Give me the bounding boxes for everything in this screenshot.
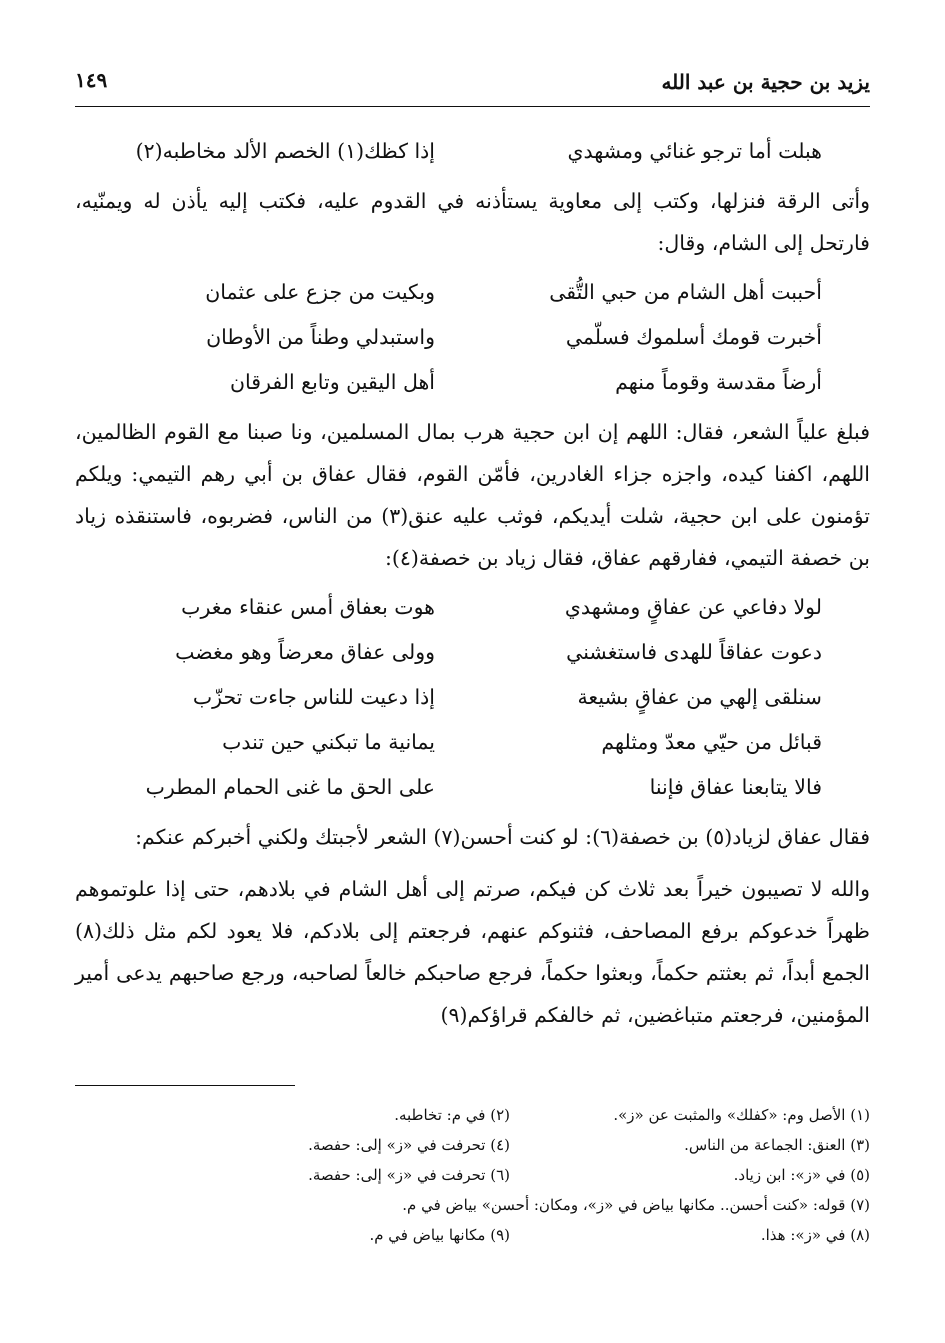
verse-hemistich-first: أحببت أهل الشام من حبي التُّقى [549, 280, 822, 304]
verse-hemistich-second: وولى عفاق معرضاً وهو مغضب [175, 640, 435, 664]
verse-hemistich-second: إذا دعيت للناس جاءت تحزّب [192, 685, 435, 709]
verse-line [75, 315, 870, 360]
running-title: يزيد بن حجية بن عبد الله [661, 70, 870, 94]
verse-hemistich-first: أخبرت قومك أسلموك فسلّمي [565, 325, 822, 349]
footnote: (٩) مكانها بياض في م. [369, 1226, 510, 1244]
verse-hemistich-second: على الحق ما غنى الحمام المطرب [145, 775, 435, 799]
verse-block-3 [75, 585, 870, 810]
verse-line [75, 720, 870, 765]
footnote-row [75, 1220, 870, 1250]
verse-hemistich-first: فالا يتابعنا عفاق فإننا [649, 775, 822, 799]
verse-line [75, 675, 870, 720]
verse-line [75, 360, 870, 405]
footnote: (٦) تحرفت في «ز» إلى: حفصة. [308, 1166, 510, 1184]
verse-line [75, 129, 870, 174]
footnote-row [75, 1100, 870, 1130]
paragraph: وأتى الرقة فنزلها، وكتب إلى معاوية يستأذنه في القدوم عليه، فكتب إليه يأذن له ويمنّيه، فارتحل إلى الشام، وقال: [75, 189, 870, 255]
verse-line [75, 270, 870, 315]
verse-line [75, 630, 870, 675]
verse-hemistich-second: هوت بعفاق أمس عنقاء مغرب [181, 595, 435, 619]
footnotes [75, 1100, 870, 1250]
verse-hemistich-first: قبائل من حيّي معدّ ومثلهم [601, 730, 822, 754]
page [75, 60, 870, 1036]
page-header [75, 60, 870, 107]
main-text [75, 129, 870, 1036]
verse-hemistich-second: إذا كظك(١) الخصم الألد مخاطبه(٢) [135, 139, 435, 163]
footnote-row [75, 1190, 870, 1220]
footnote: (٥) في «ز»: ابن زياد. [733, 1166, 870, 1184]
footnote: (٢) في م: تخاطبه. [394, 1106, 510, 1124]
verse-hemistich-second: وبكيت من جزع على عثمان [205, 280, 435, 304]
paragraph: فقال عفاق لزياد(٥) بن خصفة(٦): لو كنت أحسن(٧) الشعر لأجبتك ولكني أخبركم عنكم: [135, 825, 870, 849]
verse-hemistich-second: واستبدلي وطناً من الأوطان [206, 325, 435, 349]
footnote-row [75, 1130, 870, 1160]
footnote: (٣) العنق: الجماعة من الناس. [684, 1136, 870, 1154]
verse-hemistich-second: يمانية ما تبكني حين تندب [222, 730, 435, 754]
footnote: (١) الأصل وم: «كفلك» والمثبت عن «ز». [613, 1106, 870, 1124]
verse-hemistich-second: أهل اليقين وتابع الفرقان [229, 370, 435, 394]
verse-line [75, 765, 870, 810]
footnote-separator [75, 1085, 295, 1086]
paragraph: فبلغ علياً الشعر، فقال: اللهم إن ابن حجية هرب بمال المسلمين، ونا صبنا مع القوم الظالمين، اللهم، اكفنا كيده، واجزه جزاء الغادرين، فأمّن القوم، فقال عفاق بن أبي رهم التيمي: ويلكم تؤمنون على ابن حجية، شلت أيديكم، فوثب عليه عنق(٣) من الناس، فضربوه، فاستنقذه زياد بن خصفة التيمي، ففارقهم عفاق، فقال زياد بن خصفة(٤): [75, 420, 870, 570]
verse-hemistich-first: لولا دفاعي عن عفاقٍ ومشهدي [564, 595, 822, 619]
verse-line [75, 585, 870, 630]
verse-hemistich-first: سنلقى إلهي من عفاقٍ بشيعة [577, 685, 822, 709]
verse-block-1 [75, 129, 870, 174]
footnote-row [75, 1160, 870, 1190]
verse-block-2 [75, 270, 870, 405]
verse-hemistich-first: أرضاً مقدسة وقوماً منهم [615, 370, 822, 394]
footnote: (٤) تحرفت في «ز» إلى: حفصة. [308, 1136, 510, 1154]
verse-hemistich-first: دعوت عفاقاً للهدى فاستغشني [566, 640, 822, 664]
footnote: (٨) في «ز»: هذا. [760, 1226, 870, 1244]
page-number: ١٤٩ [75, 68, 108, 92]
verse-hemistich-first: هبلت أما ترجو غنائي ومشهدي [567, 139, 822, 163]
footnote: (٧) قوله: «كنت أحسن.. مكانها بياض في «ز»، ومكان: أحسن» بياض في م. [402, 1196, 870, 1214]
paragraph: والله لا تصيبون خيراً بعد ثلاث كن فيكم، صرتم إلى أهل الشام في بلادهم، حتى إذا علوتموهم ظهراً خدعوكم برفع المصاحف، فثنوكم عنهم، فرجعتم إلى بلادكم، فلا يعود لكم مثل ذلك(٨) الجمع أبداً، ثم بعثتم حكماً، وبعثوا حكماً، فرجع صاحبكم خالعاً لصاحبه، ورجع صاحبهم يدعى أمير المؤمنين، فرجعتم متباغضين، ثم خالفكم قراؤكم(٩) [75, 877, 870, 1027]
